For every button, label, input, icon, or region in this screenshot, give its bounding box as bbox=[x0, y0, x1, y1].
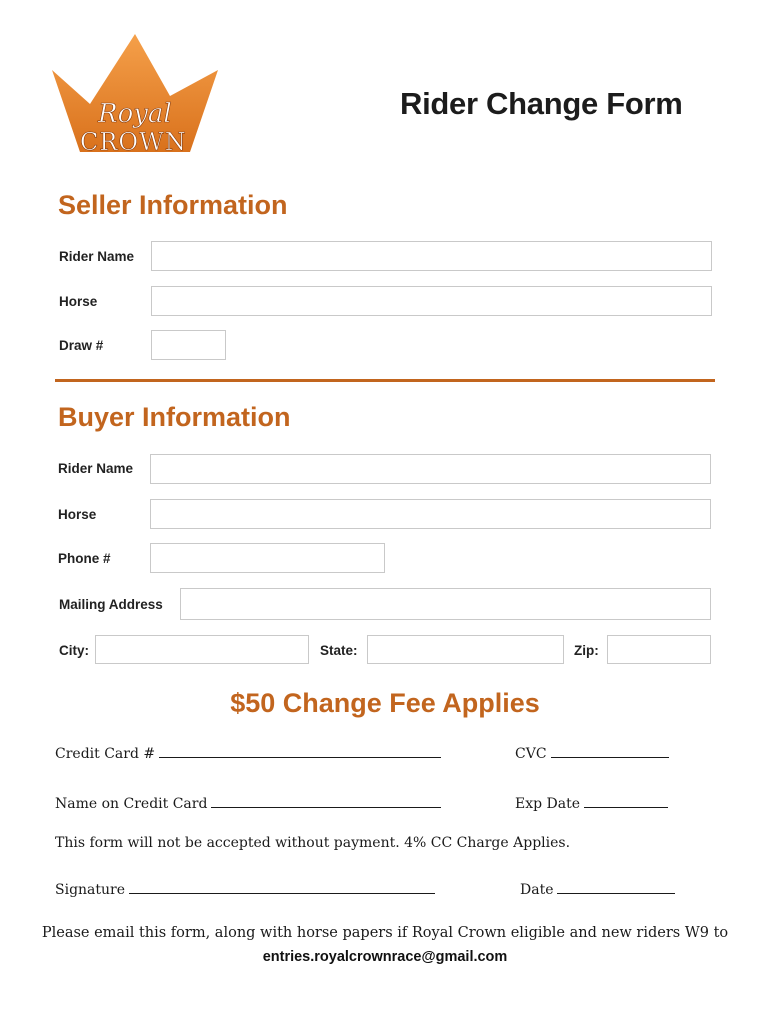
buyer-state-label: State: bbox=[320, 643, 358, 658]
buyer-horse-label: Horse bbox=[58, 507, 97, 522]
signature-label: Signature bbox=[55, 882, 126, 898]
buyer-zip-field[interactable] bbox=[607, 635, 711, 664]
buyer-heading: Buyer Information bbox=[58, 402, 291, 432]
buyer-zip-label: Zip: bbox=[574, 643, 599, 658]
seller-draw-field[interactable] bbox=[151, 330, 226, 360]
royal-crown-logo bbox=[50, 34, 220, 159]
contact-email[interactable]: entries.royalcrownrace@gmail.com bbox=[262, 949, 508, 965]
signature-line[interactable] bbox=[129, 892, 435, 894]
date-label: Date bbox=[520, 882, 554, 898]
date-line[interactable] bbox=[557, 892, 675, 894]
buyer-phone-label: Phone # bbox=[58, 551, 111, 566]
seller-rider-name-label: Rider Name bbox=[59, 249, 135, 264]
buyer-state-field[interactable] bbox=[367, 635, 564, 664]
buyer-mailing-field[interactable] bbox=[180, 588, 711, 620]
cvc-line[interactable] bbox=[551, 756, 669, 758]
buyer-phone-field[interactable] bbox=[150, 543, 385, 573]
name-on-card-label: Name on Credit Card bbox=[55, 796, 208, 812]
section-divider bbox=[55, 379, 715, 382]
exp-date-label: Exp Date bbox=[515, 796, 581, 812]
exp-date-line[interactable] bbox=[584, 806, 668, 808]
buyer-rider-name-field[interactable] bbox=[150, 454, 711, 484]
name-on-card-line[interactable] bbox=[211, 806, 441, 808]
credit-card-line[interactable] bbox=[159, 756, 441, 758]
fee-heading: $50 Change Fee Applies bbox=[230, 688, 540, 718]
signature-row bbox=[55, 882, 435, 898]
footer-instruction: Please email this form, along with horse papers if Royal Crown eligible and new riders W9 to bbox=[41, 925, 729, 941]
exp-date-row bbox=[515, 796, 668, 812]
svg-text:CROWN: CROWN bbox=[80, 128, 187, 156]
seller-horse-field[interactable] bbox=[151, 286, 712, 316]
buyer-city-label: City: bbox=[59, 643, 89, 658]
credit-card-label: Credit Card # bbox=[55, 746, 156, 762]
seller-rider-name-field[interactable] bbox=[151, 241, 712, 271]
date-row bbox=[520, 882, 675, 898]
seller-heading: Seller Information bbox=[58, 190, 288, 220]
seller-draw-label: Draw # bbox=[59, 338, 104, 353]
buyer-rider-name-label: Rider Name bbox=[58, 461, 134, 476]
svg-text:Royal: Royal bbox=[98, 99, 172, 129]
buyer-horse-field[interactable] bbox=[150, 499, 711, 529]
buyer-mailing-label: Mailing Address bbox=[59, 597, 163, 612]
name-on-card-row bbox=[55, 796, 441, 812]
buyer-city-field[interactable] bbox=[95, 635, 309, 664]
payment-notice: This form will not be accepted without payment. 4% CC Charge Applies. bbox=[55, 835, 571, 851]
cvc-row bbox=[515, 746, 669, 762]
seller-horse-label: Horse bbox=[59, 294, 98, 309]
credit-card-row bbox=[55, 746, 441, 762]
page-title: Rider Change Form bbox=[400, 86, 683, 121]
cvc-label: CVC bbox=[515, 746, 547, 762]
